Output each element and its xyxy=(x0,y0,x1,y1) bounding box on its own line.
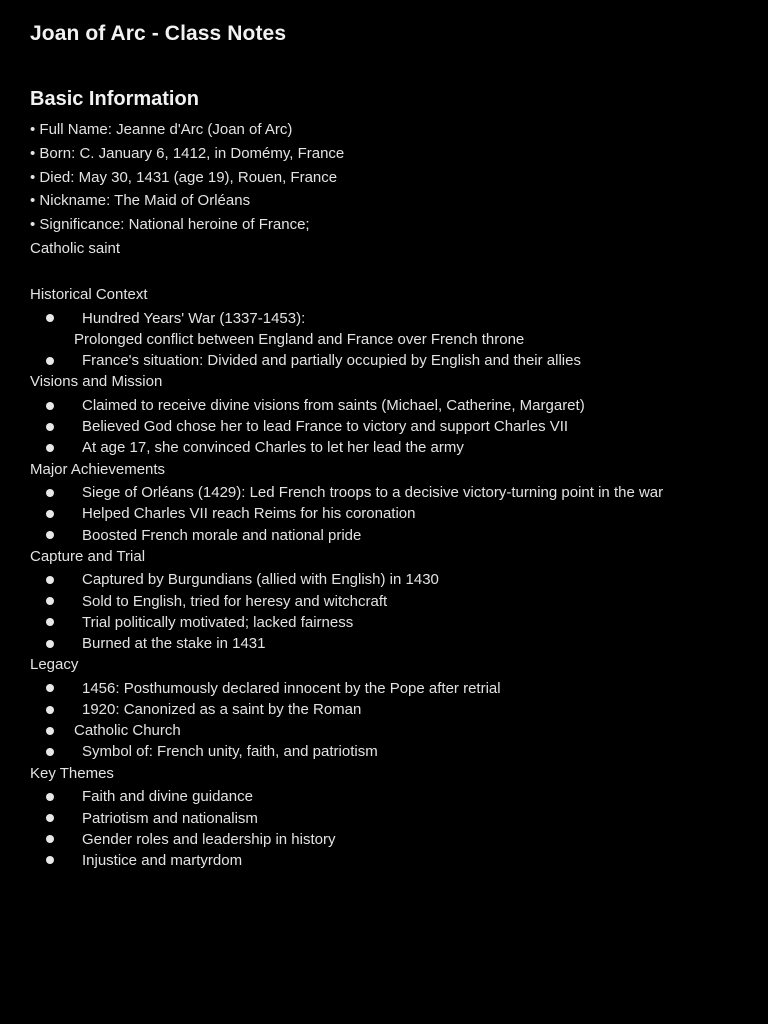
list-item: Faith and divine guidance xyxy=(30,786,663,807)
section-heading: Visions and Mission xyxy=(30,373,163,391)
list-item: Boosted French morale and national pride xyxy=(30,525,663,546)
notes-sections xyxy=(30,284,663,871)
list-item: Helped Charles VII reach Reims for his coronation xyxy=(30,503,663,524)
list-item: 1456: Posthumously declared innocent by the Pope after retrial xyxy=(30,678,663,699)
list-item: Patriotism and nationalism xyxy=(30,808,663,829)
basic-info-heading: Basic Information xyxy=(30,88,199,110)
list-item: 1920: Canonized as a saint by the Roman xyxy=(30,699,663,720)
section-heading: Key Themes xyxy=(30,764,114,782)
basic-info-line: • Significance: National heroine of France; xyxy=(30,216,310,234)
list-item: Catholic Church xyxy=(30,720,663,741)
list-item: Trial politically motivated; lacked fairness xyxy=(30,612,663,633)
list-item: Sold to English, tried for heresy and witchcraft xyxy=(30,591,663,612)
basic-info-line: • Full Name: Jeanne d'Arc (Joan of Arc) xyxy=(30,121,293,138)
section-heading: Capture and Trial xyxy=(30,547,146,565)
list-item: At age 17, she convinced Charles to let her lead the army xyxy=(30,437,663,458)
section-heading: Historical Context xyxy=(30,286,148,303)
list-item: France's situation: Divided and partially occupied by English and their allies xyxy=(30,350,663,371)
basic-info-block xyxy=(30,118,344,261)
list-item: Hundred Years' War (1337-1453): xyxy=(30,308,663,329)
section-list xyxy=(30,308,663,372)
list-item-continuation: Prolonged conflict between England and France over French throne xyxy=(74,330,525,348)
list-item: Injustice and martyrdom xyxy=(30,850,663,871)
list-item: Siege of Orléans (1429): Led French troops to a decisive victory-turning point in the war xyxy=(30,482,663,503)
list-item: Captured by Burgundians (allied with English) in 1430 xyxy=(30,569,663,590)
section-list xyxy=(30,786,663,871)
list-item: Gender roles and leadership in history xyxy=(30,829,663,850)
page-title: Joan of Arc - Class Notes xyxy=(30,22,287,45)
basic-info-line: • Nickname: The Maid of Orléans xyxy=(30,192,251,210)
section-list xyxy=(30,569,663,654)
basic-info-line: • Died: May 30, 1431 (age 19), Rouen, France xyxy=(30,168,338,186)
list-item: Claimed to receive divine visions from saints (Michael, Catherine, Margaret) xyxy=(30,395,663,416)
section-list xyxy=(30,482,663,546)
list-item: Burned at the stake in 1431 xyxy=(30,633,663,654)
section-heading: Legacy xyxy=(30,656,79,674)
list-item: Symbol of: French unity, faith, and patriotism xyxy=(30,741,663,762)
section-list xyxy=(30,395,663,459)
section-heading: Major Achievements xyxy=(30,460,166,478)
list-item: Believed God chose her to lead France to victory and support Charles VII xyxy=(30,416,663,437)
basic-info-line: • Born: C. January 6, 1412, in Domémy, France xyxy=(30,144,345,162)
basic-info-line: Catholic saint xyxy=(30,239,121,257)
section-list xyxy=(30,678,663,763)
